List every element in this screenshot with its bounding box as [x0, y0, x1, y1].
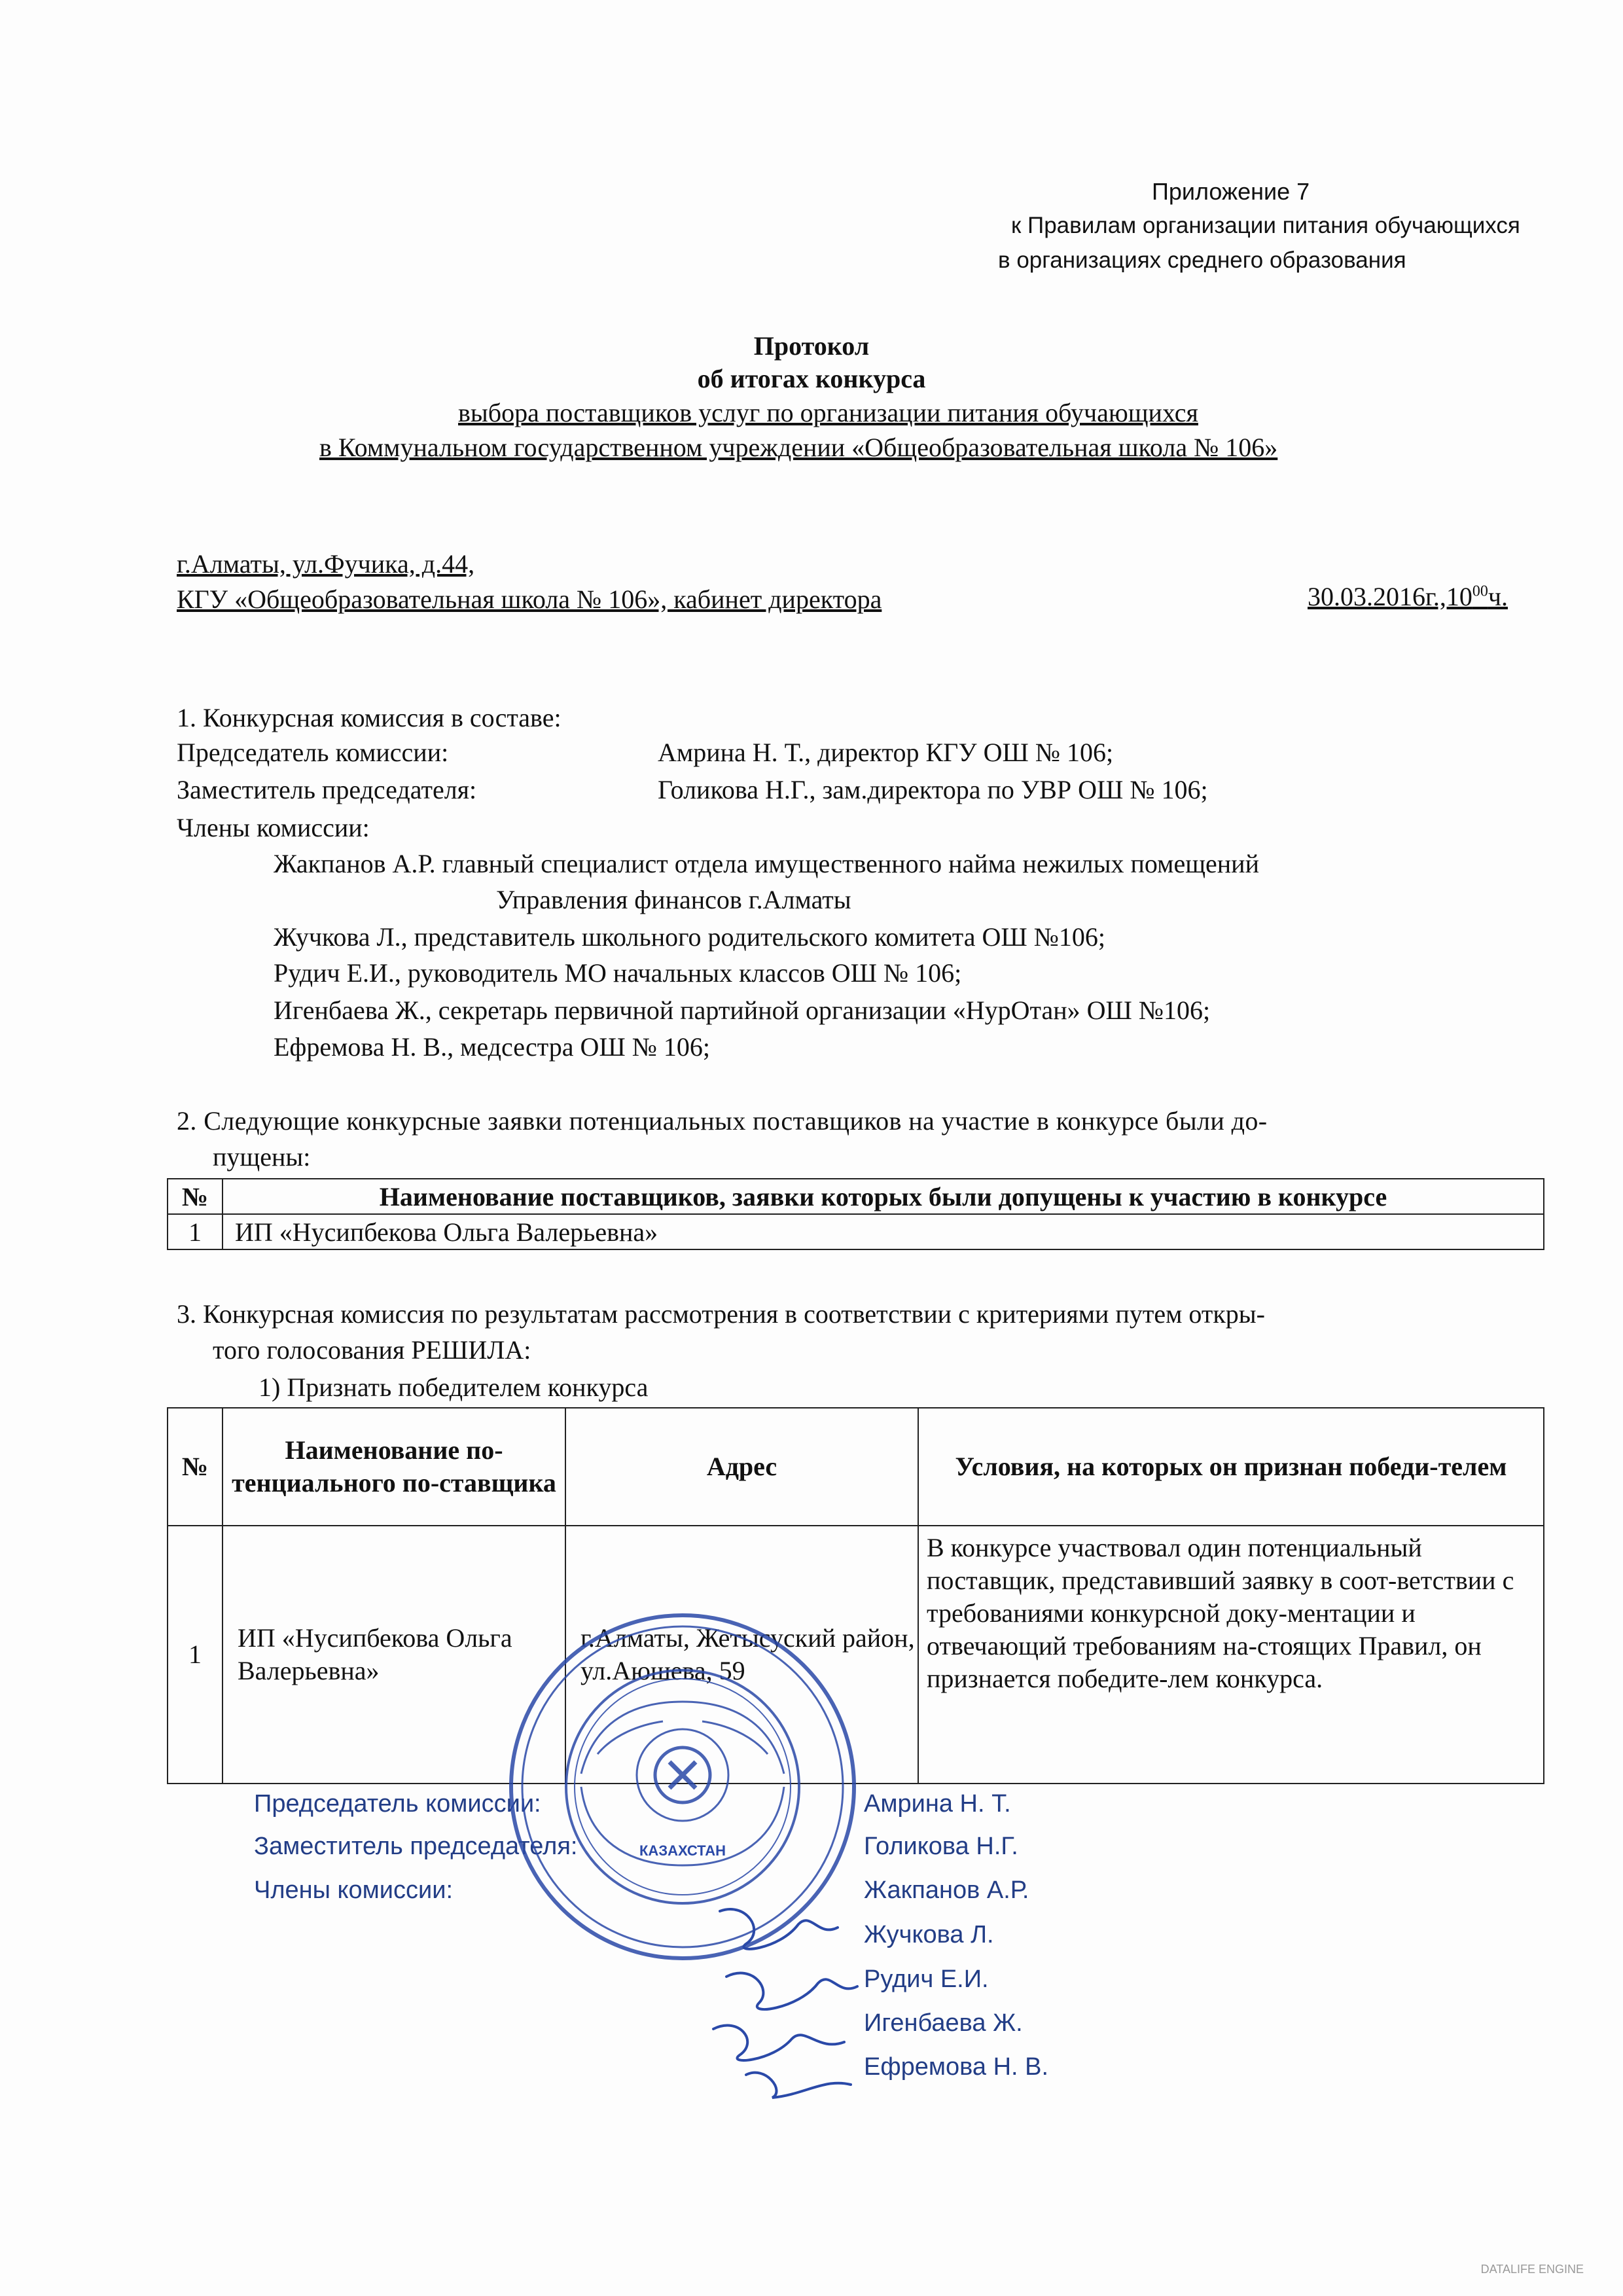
table-cell: В конкурсе участвовал один потенциальный поставщик, представивший заявку в соот-ветствии с требованиями конкурсной доку-ментации и отвечающий требованиям на-стоящих Правил, он признается победите-лем конкурса.: [918, 1526, 1544, 1784]
signature-name: Голикова Н.Г.: [864, 1833, 1018, 1860]
member-line: Рудич Е.И., руководитель МО начальных классов ОШ № 106;: [274, 958, 962, 988]
table-cell: 1: [168, 1214, 223, 1249]
footer-logo: DATALIFE ENGINE: [1480, 2263, 1584, 2276]
chair-value: Амрина Н. Т., директор КГУ ОШ № 106;: [658, 738, 1114, 767]
section2-line-2: пущены:: [213, 1142, 311, 1172]
section3-item-1: 1) Признать победителем конкурса: [259, 1372, 649, 1402]
members-label: Члены комиссии:: [177, 813, 370, 842]
table-row: [168, 1214, 1544, 1249]
signature-name: Игенбаева Ж.: [864, 2009, 1023, 2037]
admitted-bids-table: [167, 1178, 1544, 1250]
signature-name: Амрина Н. Т.: [864, 1790, 1011, 1818]
member-line: Жакпанов А.Р. главный специалист отдела имущественного найма нежилых помещений: [274, 849, 1259, 878]
member-line: Управления финансов г.Алматы: [496, 885, 851, 914]
signature-name: Ефремова Н. В.: [864, 2053, 1049, 2081]
table-cell: 1: [168, 1526, 223, 1784]
appendix-line-1: к Правилам организации питания обучающихся: [1011, 213, 1520, 238]
table-cell: ИП «Нусипбекова Ольга Валерьевна»: [223, 1526, 565, 1784]
table-cell: ИП «Нусипбекова Ольга Валерьевна»: [223, 1214, 1544, 1249]
section1-heading: 1. Конкурсная комиссия в составе:: [177, 703, 562, 732]
chair-label: Председатель комиссии:: [177, 738, 449, 767]
table-header-cell: Условия, на которых он признан победи-телем: [918, 1408, 1544, 1526]
signature-name: Жучкова Л.: [864, 1921, 994, 1948]
table-header-cell: Адрес: [565, 1408, 918, 1526]
signature-name: Жакпанов А.Р.: [864, 1876, 1029, 1904]
appendix-line-2: в организациях среднего образования: [998, 247, 1406, 273]
protocol-subject-line-2: в Коммунальном государственном учреждении «Общеобразовательная школа № 106»: [319, 433, 1278, 462]
protocol-subtitle: об итогах конкурса: [697, 364, 926, 393]
protocol-title: Протокол: [753, 331, 870, 361]
place-location: КГУ «Общеобразовательная школа № 106», кабинет директора: [177, 584, 882, 614]
table-header-cell: Наименование поставщиков, заявки которых были допущены к участию в конкурсе: [223, 1179, 1544, 1214]
table-header-row: [168, 1179, 1544, 1214]
member-line: Игенбаева Ж., секретарь первичной партийной организации «НурОтан» ОШ №106;: [274, 996, 1211, 1025]
table-header-cell: №: [168, 1179, 223, 1214]
official-stamp: [503, 1604, 863, 1970]
section2-line-1: 2. Следующие конкурсные заявки потенциальных поставщиков на участие в конкурсе были до-: [177, 1106, 1268, 1136]
meeting-datetime: 30.03.2016г.,10$^{00}$ч.: [1308, 582, 1508, 611]
stamp-text: КАЗАХСТАН: [639, 1842, 726, 1859]
section3-line-1: 3. Конкурсная комиссия по результатам рассмотрения в соответствии с критериями путем откры-: [177, 1299, 1265, 1329]
table-cell: г.Алматы, Жетысуский район, ул.Аюшева, 59: [565, 1526, 918, 1784]
signature-name: Рудич Е.И.: [864, 1965, 989, 1993]
protocol-subject-line-1: выбора поставщиков услуг по организации питания обучающихся: [458, 398, 1198, 427]
signature-members-label: Члены комиссии:: [254, 1876, 454, 1904]
table-header-row: [168, 1408, 1544, 1526]
section3-line-2: того голосования РЕШИЛА:: [213, 1335, 531, 1365]
member-line: Ефремова Н. В., медсестра ОШ № 106;: [274, 1032, 710, 1062]
table-header-cell: №: [168, 1408, 223, 1526]
deputy-value: Голикова Н.Г., зам.директора по УВР ОШ № 106;: [658, 775, 1208, 804]
member-line: Жучкова Л., представитель школьного родительского комитета ОШ №106;: [274, 922, 1105, 952]
deputy-label: Заместитель председателя:: [177, 775, 477, 804]
signature-deputy-label: Заместитель председателя:: [254, 1833, 578, 1860]
table-header-cell: Наименование по-тенциального по-ставщика: [223, 1408, 565, 1526]
signature-chair-label: Председатель комиссии:: [254, 1790, 541, 1818]
appendix-title: Приложение 7: [1152, 178, 1310, 205]
place-address: г.Алматы, ул.Фучика, д.44,: [177, 549, 475, 579]
